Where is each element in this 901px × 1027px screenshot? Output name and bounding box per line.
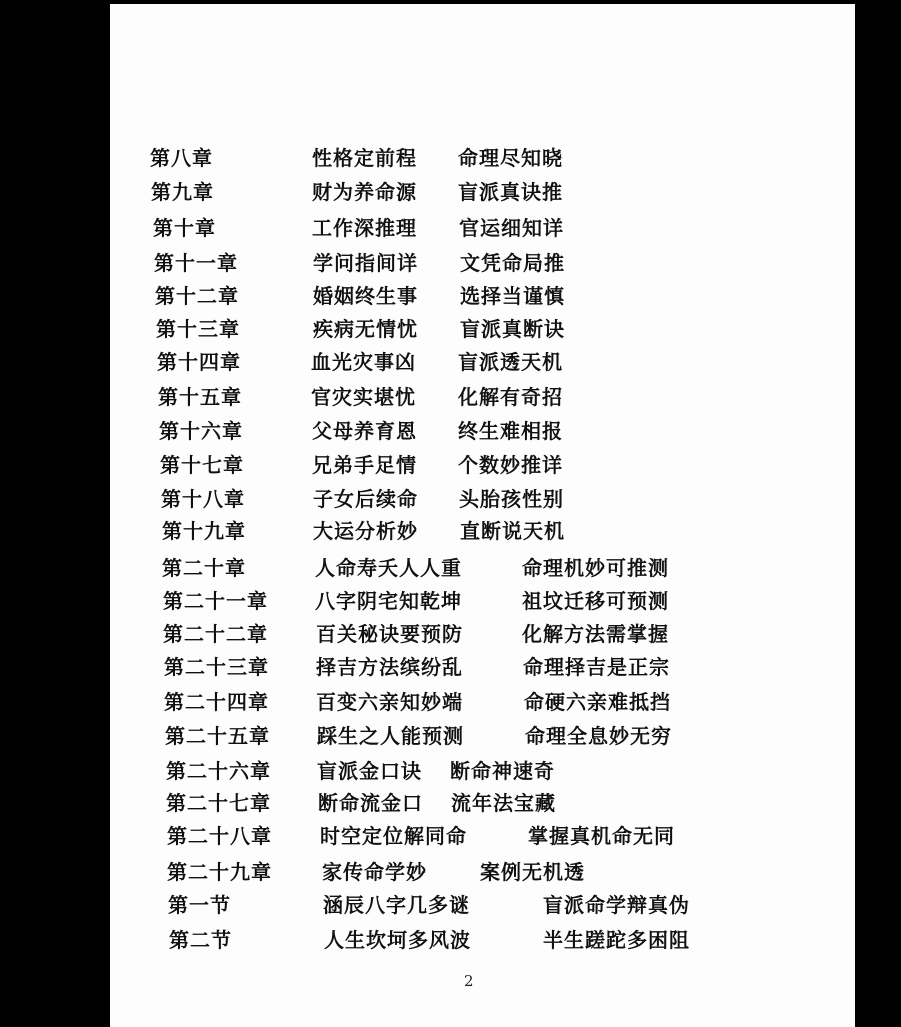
chapter-title-second: 个数妙推详 [458, 453, 563, 477]
toc-entry [0, 652, 901, 682]
chapter-title-second: 掌握真机命无同 [528, 824, 675, 848]
chapter-label: 第十四章 [157, 350, 241, 374]
page-number: 2 [464, 972, 474, 990]
chapter-title-first: 财为养命源 [312, 180, 417, 204]
chapter-title-second: 终生难相报 [458, 419, 563, 443]
chapter-label: 第十二章 [155, 284, 239, 308]
toc-entry [0, 347, 901, 377]
chapter-title-second: 化解有奇招 [458, 385, 563, 409]
toc-entry [0, 177, 901, 207]
toc-entry [0, 619, 901, 649]
chapter-title-first: 婚姻终生事 [313, 284, 418, 308]
chapter-label: 第二十一章 [163, 589, 268, 613]
chapter-label: 第十六章 [159, 419, 243, 443]
chapter-title-first: 时空定位解同命 [320, 824, 467, 848]
chapter-label: 第十五章 [158, 385, 242, 409]
chapter-title-second: 半生蹉跎多困阻 [543, 928, 690, 952]
chapter-title-second: 官运细知详 [459, 216, 564, 240]
toc-entry [0, 516, 901, 546]
toc-entry [0, 213, 901, 243]
chapter-title-second: 头胎孩性别 [459, 487, 564, 511]
chapter-label: 第十三章 [156, 317, 240, 341]
chapter-title-second: 命理全息妙无穷 [525, 724, 672, 748]
chapter-label: 第十章 [153, 216, 216, 240]
chapter-label: 第二十八章 [167, 824, 272, 848]
chapter-title-second: 命硬六亲难抵挡 [524, 690, 671, 714]
chapter-title-first: 涵辰八字几多谜 [323, 893, 470, 917]
chapter-label: 第二十章 [162, 556, 246, 580]
toc-entry [0, 382, 901, 412]
chapter-title-second: 断命神速奇 [450, 759, 555, 783]
chapter-label: 第二十四章 [164, 690, 269, 714]
chapter-label: 第十一章 [154, 251, 238, 275]
chapter-title-second: 命理机妙可推测 [522, 556, 669, 580]
toc-entry [0, 586, 901, 616]
chapter-title-second: 案例无机透 [480, 860, 585, 884]
toc-entry [0, 248, 901, 278]
chapter-label: 第二节 [169, 928, 232, 952]
chapter-title-first: 子女后续命 [313, 487, 418, 511]
chapter-title-second: 命理尽知晓 [458, 146, 563, 170]
chapter-title-second: 盲派命学辩真伪 [543, 893, 690, 917]
chapter-label: 第二十五章 [165, 724, 270, 748]
toc-entry [0, 756, 901, 786]
chapter-title-first: 百变六亲知妙端 [316, 690, 463, 714]
chapter-title-first: 血光灾事凶 [311, 350, 416, 374]
chapter-title-first: 大运分析妙 [313, 519, 418, 543]
chapter-label: 第二十三章 [164, 655, 269, 679]
chapter-title-second: 选择当谨慎 [460, 284, 565, 308]
toc-entry [0, 416, 901, 446]
toc-entry [0, 857, 901, 887]
chapter-title-first: 性格定前程 [312, 146, 417, 170]
chapter-label: 第二十九章 [167, 860, 272, 884]
chapter-title-first: 兄弟手足情 [312, 453, 417, 477]
toc-entry [0, 788, 901, 818]
toc-entry [0, 890, 901, 920]
chapter-title-first: 工作深推理 [312, 216, 417, 240]
chapter-label: 第一节 [168, 893, 231, 917]
toc-entry [0, 484, 901, 514]
chapter-title-first: 踩生之人能预测 [317, 724, 464, 748]
chapter-label: 第十八章 [161, 487, 245, 511]
chapter-title-second: 盲派透天机 [458, 350, 563, 374]
chapter-title-first: 父母养育恩 [312, 419, 417, 443]
chapter-title-second: 祖坟迁移可预测 [522, 589, 669, 613]
toc-entry [0, 450, 901, 480]
chapter-label: 第十七章 [160, 453, 244, 477]
toc-entry [0, 925, 901, 955]
toc-entry [0, 687, 901, 717]
chapter-label: 第八章 [150, 146, 213, 170]
chapter-title-first: 择吉方法缤纷乱 [316, 655, 463, 679]
chapter-title-first: 官灾实堪忧 [311, 385, 416, 409]
chapter-title-second: 化解方法需掌握 [522, 622, 669, 646]
toc-entry [0, 314, 901, 344]
chapter-title-second: 盲派真断诀 [460, 317, 565, 341]
chapter-title-first: 百关秘诀要预防 [316, 622, 463, 646]
toc-entry [0, 143, 901, 173]
toc-entry [0, 553, 901, 583]
chapter-title-second: 盲派真诀推 [458, 180, 563, 204]
chapter-title-first: 人命寿夭人人重 [315, 556, 462, 580]
chapter-title-second: 命理择吉是正宗 [523, 655, 670, 679]
chapter-label: 第九章 [151, 180, 214, 204]
chapter-title-first: 八字阴宅知乾坤 [315, 589, 462, 613]
chapter-label: 第二十七章 [166, 791, 271, 815]
chapter-title-first: 盲派金口诀 [317, 759, 422, 783]
chapter-title-second: 流年法宝藏 [451, 791, 556, 815]
chapter-title-first: 疾病无情忧 [313, 317, 418, 341]
chapter-label: 第二十六章 [166, 759, 271, 783]
chapter-title-second: 直断说天机 [460, 519, 565, 543]
toc-entry [0, 721, 901, 751]
chapter-label: 第十九章 [162, 519, 246, 543]
chapter-title-first: 学问指间详 [313, 251, 418, 275]
chapter-title-first: 家传命学妙 [322, 860, 427, 884]
toc-entry [0, 281, 901, 311]
toc-entry [0, 821, 901, 851]
chapter-label: 第二十二章 [163, 622, 268, 646]
chapter-title-first: 人生坎坷多风波 [324, 928, 471, 952]
chapter-title-first: 断命流金口 [318, 791, 423, 815]
chapter-title-second: 文凭命局推 [460, 251, 565, 275]
